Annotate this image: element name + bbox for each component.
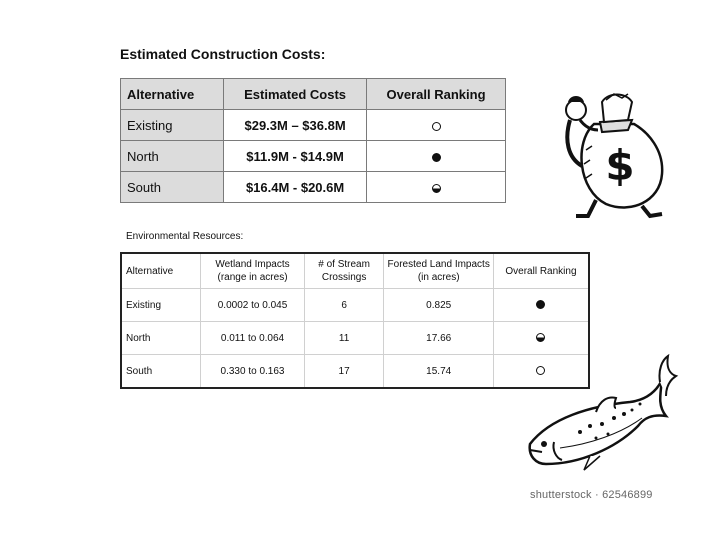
alternative-cell: Existing (121, 110, 224, 141)
forest-cell: 15.74 (384, 355, 493, 389)
salmon-fish-icon (520, 352, 680, 482)
watermark-text: shutterstock · 62546899 (530, 489, 653, 501)
ranking-cell (493, 289, 589, 322)
construction-costs-table (120, 78, 506, 203)
alternative-cell: Existing (121, 289, 201, 322)
cost-cell: $29.3M – $36.8M (224, 110, 367, 141)
ranking-full-circle-icon (432, 153, 441, 162)
header-overall-ranking: Overall Ranking (493, 253, 589, 289)
ranking-full-circle-icon (536, 300, 545, 309)
alternative-cell: South (121, 355, 201, 389)
table-header-row (121, 79, 506, 110)
header-wetland-impacts: Wetland Impacts (range in acres) (201, 253, 304, 289)
alternative-cell: North (121, 322, 201, 355)
table-row (121, 289, 589, 322)
ranking-cell (493, 322, 589, 355)
environmental-resources-title: Environmental Resources: (126, 231, 244, 242)
header-forested-land: Forested Land Impacts (in acres) (384, 253, 493, 289)
table-header-row (121, 253, 589, 289)
ranking-cell (367, 172, 506, 203)
header-overall-ranking: Overall Ranking (367, 79, 506, 110)
money-bag-man-icon (556, 80, 676, 220)
dollar-sign-icon: $ (605, 141, 635, 190)
header-alternative: Alternative (126, 265, 174, 277)
cost-cell: $16.4M - $20.6M (224, 172, 367, 203)
alternative-cell: North (121, 141, 224, 172)
table-row (121, 172, 506, 203)
forest-cell: 17.66 (384, 322, 493, 355)
wetland-cell: 0.0002 to 0.045 (201, 289, 304, 322)
construction-costs-title: Estimated Construction Costs: (120, 46, 326, 62)
table-row (121, 322, 589, 355)
ranking-empty-circle-icon (432, 122, 441, 131)
ranking-cell (367, 110, 506, 141)
table-row (121, 141, 506, 172)
ranking-half-circle-icon (536, 333, 545, 342)
streams-cell: 17 (304, 355, 384, 389)
alternative-cell: South (121, 172, 224, 203)
ranking-cell (367, 141, 506, 172)
streams-cell: 11 (304, 322, 384, 355)
cost-cell: $11.9M - $14.9M (224, 141, 367, 172)
wetland-cell: 0.330 to 0.163 (201, 355, 304, 389)
header-estimated-costs: Estimated Costs (224, 79, 367, 110)
header-alternative: Alternative (121, 79, 224, 110)
wetland-cell: 0.011 to 0.064 (201, 322, 304, 355)
ranking-half-circle-icon (432, 184, 441, 193)
header-stream-crossings: # of Stream Crossings (304, 253, 384, 289)
streams-cell: 6 (304, 289, 384, 322)
forest-cell: 0.825 (384, 289, 493, 322)
table-row (121, 110, 506, 141)
table-row (121, 355, 589, 389)
